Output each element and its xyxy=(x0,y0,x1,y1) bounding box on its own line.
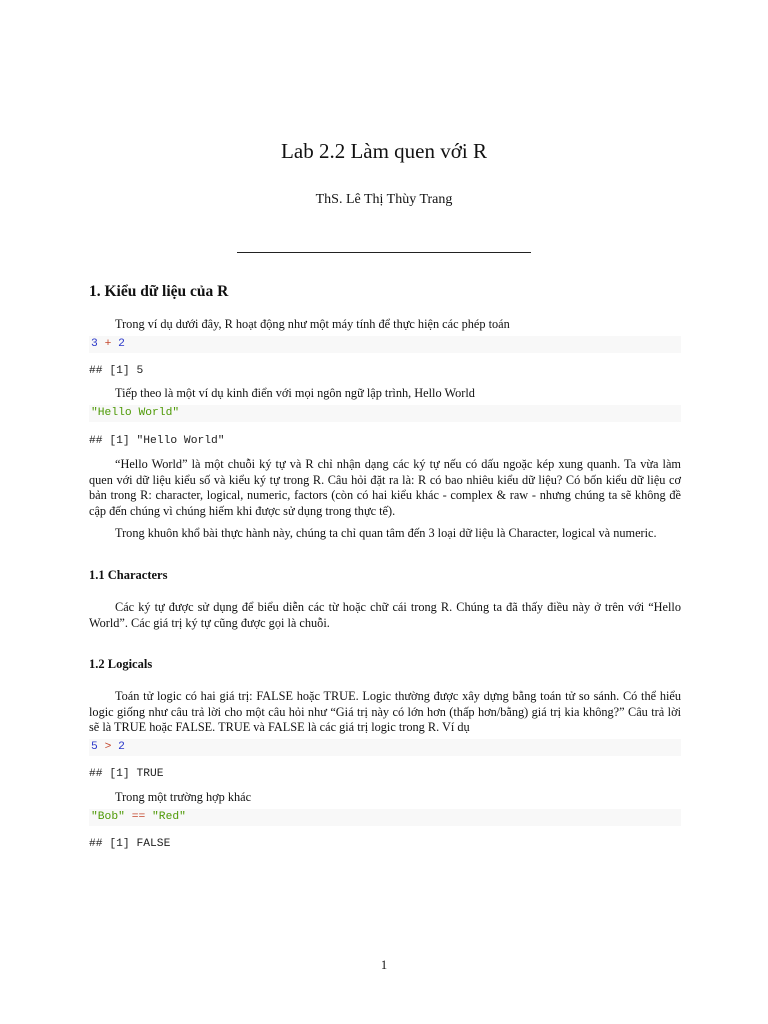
paragraph-calculator: Trong ví dụ dưới đây, R hoạt động như một máy tính để thực hiện các phép toán xyxy=(115,317,510,331)
section-heading-1-1: 1.1 Characters xyxy=(89,568,168,582)
section-heading-1-2: 1.2 Logicals xyxy=(89,657,153,671)
section-heading-1: 1. Kiểu dữ liệu của R xyxy=(89,283,229,300)
code-block-equality xyxy=(89,809,681,826)
code-string: "Red" xyxy=(152,811,186,823)
code-number: 2 xyxy=(118,741,125,753)
code-operator: == xyxy=(131,811,146,823)
paragraph-logicals: Toán tử logic có hai giá trị: FALSE hoặc TRUE. Logic thường được xây dựng bằng toán tử so sánh. Có thể hiểu logic giống như câu trả lời cho một câu hỏi như “Giá trị này có lớn hơn (thấp hơn/bằng) giá trị kia không?” Câu trả lời sẽ là TRUE hoặc FALSE. TRUE và FALSE là các giá trị logic trong R. Ví dụ xyxy=(89,689,681,734)
code-block-hello xyxy=(89,405,681,422)
code-output-sum: ## [1] 5 xyxy=(89,365,144,377)
code-operator: + xyxy=(104,338,112,350)
code-operator: > xyxy=(104,741,112,753)
code-block-sum xyxy=(89,336,681,353)
code-output-hello: ## [1] "Hello World" xyxy=(89,435,225,447)
code-number: 5 xyxy=(91,741,98,753)
code-number: 2 xyxy=(118,338,125,350)
code-output-equality: ## [1] FALSE xyxy=(89,838,171,850)
paragraph-data-types: “Hello World” là một chuỗi ký tự và R chỉ nhận dạng các ký tự nếu có dấu ngoặc kép xung quanh. Ta vừa làm quen với dữ liệu kiểu số và kiểu ký tự trong R. Câu hỏi đặt ra là: R có bao nhiêu kiểu dữ liệu? Có bốn kiểu dữ liệu cơ bản trong R: character, logical, numeric, factors (còn có hai kiểu khác - complex & raw - nhưng chúng ta sẽ không đề cập đến chúng vì chúng hiếm khi được sử dụng trong thực tế). xyxy=(89,457,681,518)
document-author: ThS. Lê Thị Thùy Trang xyxy=(315,192,453,207)
page-number: 1 xyxy=(380,958,388,972)
document-title: Lab 2.2 Làm quen với R xyxy=(281,139,487,163)
paragraph-scope: Trong khuôn khổ bài thực hành này, chúng ta chỉ quan tâm đến 3 loại dữ liệu là Character, logical và numeric. xyxy=(115,526,657,540)
code-string: "Bob" xyxy=(91,811,125,823)
paragraph-another-case: Trong một trường hợp khác xyxy=(115,790,252,804)
code-number: 3 xyxy=(91,338,98,350)
code-string: "Hello World" xyxy=(91,407,180,419)
code-output-compare: ## [1] TRUE xyxy=(89,768,164,780)
paragraph-characters: Các ký tự được sử dụng để biểu diễn các từ hoặc chữ cái trong R. Chúng ta đã thấy điều này ở trên với “Hello World”. Các giá trị ký tự cũng được gọi là chuỗi. xyxy=(89,600,681,630)
code-block-compare xyxy=(89,739,681,756)
paragraph-hello-world-intro: Tiếp theo là một ví dụ kinh điển với mọi ngôn ngữ lập trình, Hello World xyxy=(115,386,475,400)
title-divider xyxy=(237,252,531,253)
